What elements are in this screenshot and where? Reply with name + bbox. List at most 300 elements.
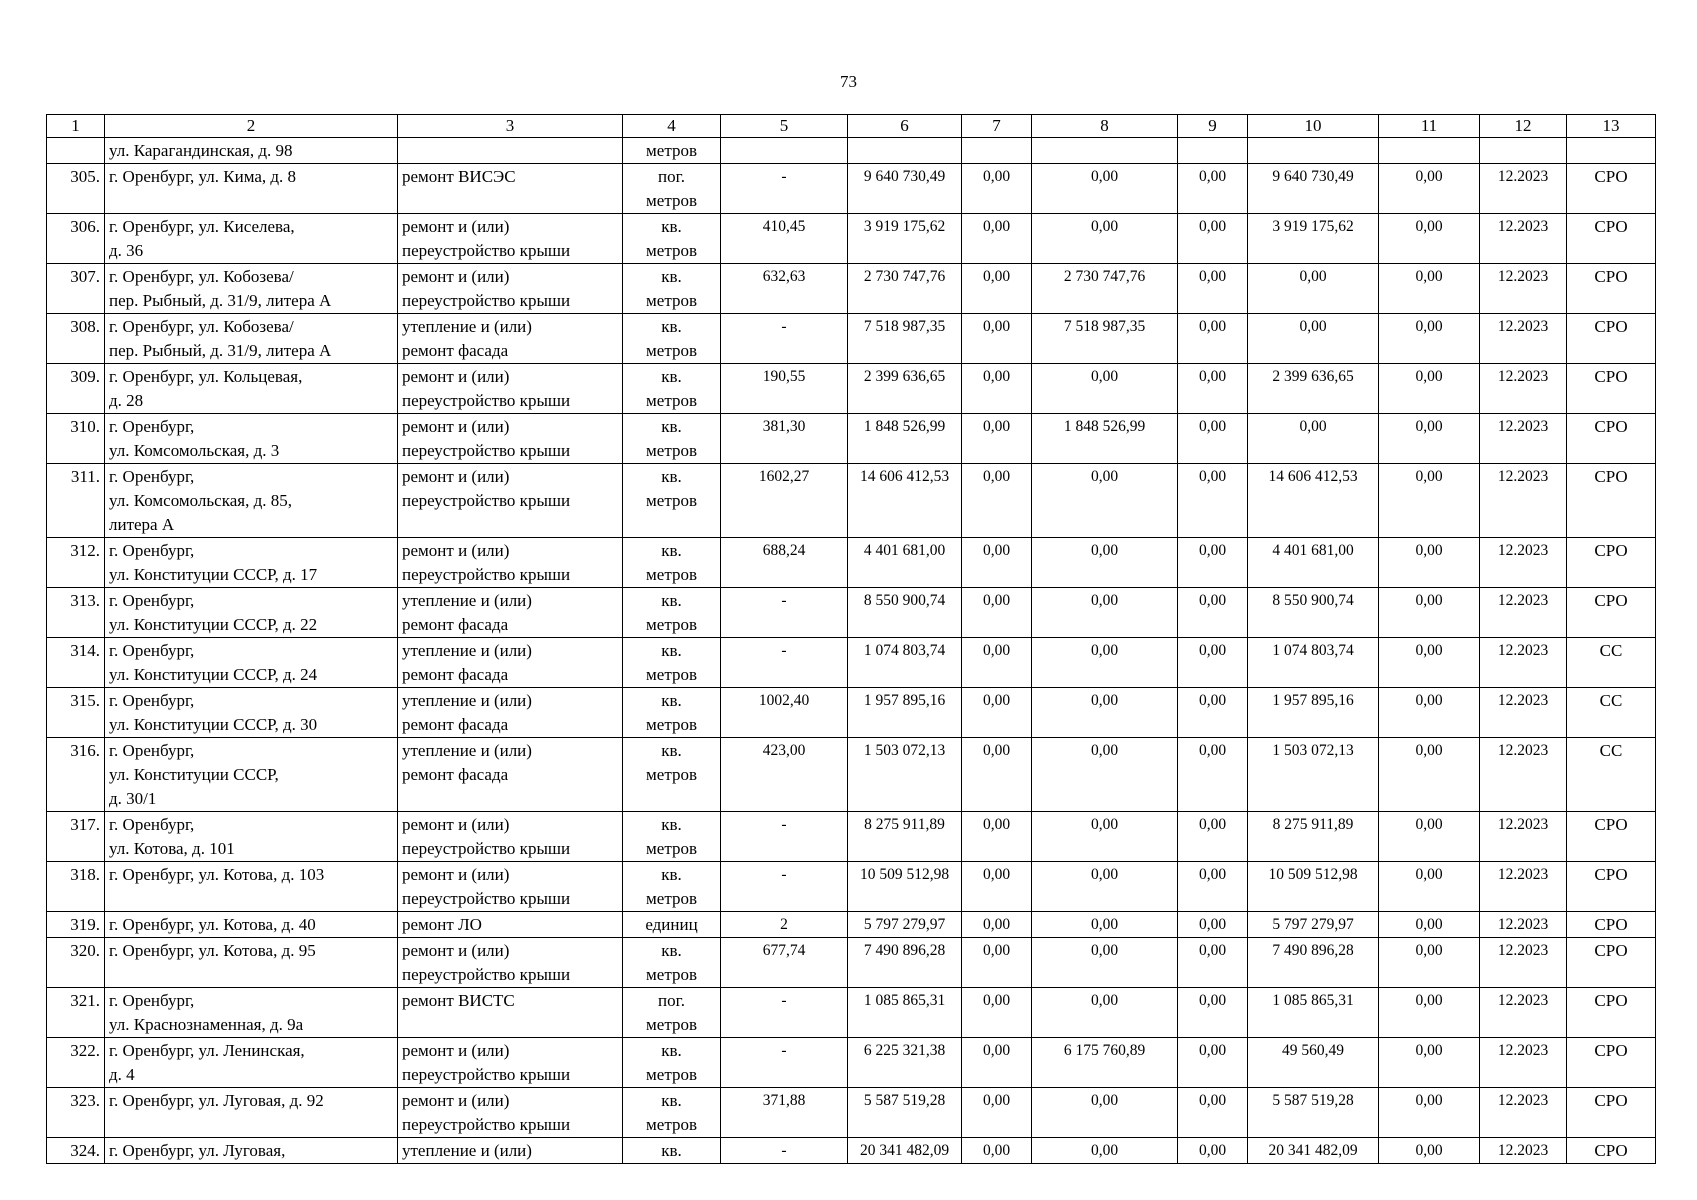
address-cell: г. Оренбург, ул. Конституции СССР, д. 24	[105, 638, 398, 688]
cost-col10-cell: 7 490 896,28	[1248, 938, 1379, 988]
method-cell: СРО	[1567, 1088, 1656, 1138]
table-row	[47, 538, 1656, 588]
address-cell: г. Оренбург, ул. Котова, д. 40	[105, 912, 398, 938]
address-cell: г. Оренбург, ул. Конституции СССР, д. 30	[105, 688, 398, 738]
work-type-cell: ремонт ЛО	[398, 912, 623, 938]
quantity-cell: -	[721, 314, 848, 364]
cost-col9-cell: 0,00	[1178, 214, 1248, 264]
address-cell: г. Оренбург, ул. Кобозева/ пер. Рыбный, д. 31/9, литера А	[105, 314, 398, 364]
cost-col8-cell: 0,00	[1032, 812, 1178, 862]
table-row	[47, 638, 1656, 688]
table-row	[47, 938, 1656, 988]
cost-col7-cell: 0,00	[962, 1038, 1032, 1088]
table-row	[47, 588, 1656, 638]
cost-col9-cell: 0,00	[1178, 538, 1248, 588]
row-number-cell: 320.	[47, 938, 105, 988]
cost-col8-cell: 0,00	[1032, 862, 1178, 912]
cost-col7-cell: 0,00	[962, 364, 1032, 414]
work-type-cell: ремонт и (или) переустройство крыши	[398, 214, 623, 264]
cost-col7-cell: 0,00	[962, 738, 1032, 812]
cost-col10-cell: 5 587 519,28	[1248, 1088, 1379, 1138]
total-cost-cell: 1 503 072,13	[848, 738, 962, 812]
completion-date-cell: 12.2023	[1480, 164, 1567, 214]
cost-col11-cell: 0,00	[1379, 214, 1480, 264]
completion-date-cell: 12.2023	[1480, 264, 1567, 314]
cost-col11-cell: 0,00	[1379, 364, 1480, 414]
cost-col9-cell: 0,00	[1178, 1088, 1248, 1138]
row-number-cell: 305.	[47, 164, 105, 214]
cost-col7-cell: 0,00	[962, 414, 1032, 464]
work-type-cell: утепление и (или) ремонт фасада	[398, 738, 623, 812]
column-header: 3	[398, 115, 623, 138]
work-type-cell: утепление и (или) ремонт фасада	[398, 688, 623, 738]
cost-col8-cell: 0,00	[1032, 912, 1178, 938]
cost-col11-cell: 0,00	[1379, 588, 1480, 638]
row-number-cell: 311.	[47, 464, 105, 538]
cost-col10-cell: 0,00	[1248, 314, 1379, 364]
row-number-cell: 307.	[47, 264, 105, 314]
completion-date-cell: 12.2023	[1480, 912, 1567, 938]
method-cell: СРО	[1567, 988, 1656, 1038]
address-cell: г. Оренбург, ул. Конституции СССР, д. 22	[105, 588, 398, 638]
table-row	[47, 164, 1656, 214]
work-type-cell: утепление и (или) ремонт фасада	[398, 638, 623, 688]
cost-col11-cell: 0,00	[1379, 812, 1480, 862]
table-row	[47, 1038, 1656, 1088]
completion-date-cell: 12.2023	[1480, 588, 1567, 638]
address-cell: г. Оренбург, ул. Комсомольская, д. 85, литера А	[105, 464, 398, 538]
cost-col7-cell: 0,00	[962, 638, 1032, 688]
work-type-cell: утепление и (или)	[398, 1138, 623, 1164]
column-header: 13	[1567, 115, 1656, 138]
cost-col10-cell: 9 640 730,49	[1248, 164, 1379, 214]
work-type-cell: ремонт и (или) переустройство крыши	[398, 414, 623, 464]
completion-date-cell: 12.2023	[1480, 688, 1567, 738]
quantity-cell: -	[721, 164, 848, 214]
cost-col10-cell: 2 399 636,65	[1248, 364, 1379, 414]
completion-date-cell: 12.2023	[1480, 1088, 1567, 1138]
work-type-cell: ремонт ВИСЭС	[398, 164, 623, 214]
cost-col7-cell: 0,00	[962, 538, 1032, 588]
cost-col9-cell: 0,00	[1178, 1038, 1248, 1088]
table-row	[47, 988, 1656, 1038]
work-type-cell	[398, 138, 623, 164]
cost-col8-cell: 0,00	[1032, 464, 1178, 538]
cost-col11-cell: 0,00	[1379, 264, 1480, 314]
work-type-cell: ремонт и (или) переустройство крыши	[398, 538, 623, 588]
row-number-cell: 317.	[47, 812, 105, 862]
method-cell: СРО	[1567, 812, 1656, 862]
method-cell: СРО	[1567, 314, 1656, 364]
unit-cell: кв. метров	[623, 314, 721, 364]
unit-cell: кв. метров	[623, 738, 721, 812]
cost-col7-cell: 0,00	[962, 1138, 1032, 1164]
row-number-cell: 310.	[47, 414, 105, 464]
table-row	[47, 812, 1656, 862]
cost-col10-cell	[1248, 138, 1379, 164]
table-row	[47, 464, 1656, 538]
unit-cell: метров	[623, 138, 721, 164]
cost-col10-cell: 1 074 803,74	[1248, 638, 1379, 688]
total-cost-cell: 20 341 482,09	[848, 1138, 962, 1164]
row-number-cell: 313.	[47, 588, 105, 638]
cost-col11-cell: 0,00	[1379, 538, 1480, 588]
cost-col7-cell: 0,00	[962, 164, 1032, 214]
work-type-cell: ремонт и (или) переустройство крыши	[398, 464, 623, 538]
cost-col9-cell: 0,00	[1178, 364, 1248, 414]
column-header: 1	[47, 115, 105, 138]
cost-col10-cell: 1 957 895,16	[1248, 688, 1379, 738]
cost-col9-cell: 0,00	[1178, 688, 1248, 738]
work-type-cell: ремонт и (или) переустройство крыши	[398, 364, 623, 414]
cost-col7-cell: 0,00	[962, 1088, 1032, 1138]
completion-date-cell: 12.2023	[1480, 364, 1567, 414]
row-number-cell: 308.	[47, 314, 105, 364]
row-number-cell: 324.	[47, 1138, 105, 1164]
cost-col11-cell: 0,00	[1379, 464, 1480, 538]
column-header: 8	[1032, 115, 1178, 138]
cost-col7-cell: 0,00	[962, 588, 1032, 638]
method-cell: СРО	[1567, 164, 1656, 214]
quantity-cell: -	[721, 812, 848, 862]
cost-col10-cell: 0,00	[1248, 414, 1379, 464]
cost-col9-cell: 0,00	[1178, 988, 1248, 1038]
unit-cell: кв. метров	[623, 862, 721, 912]
total-cost-cell: 8 275 911,89	[848, 812, 962, 862]
address-cell: г. Оренбург, ул. Краснознаменная, д. 9а	[105, 988, 398, 1038]
cost-col11-cell: 0,00	[1379, 1088, 1480, 1138]
cost-col9-cell: 0,00	[1178, 588, 1248, 638]
cost-col7-cell: 0,00	[962, 464, 1032, 538]
address-cell: г. Оренбург, ул. Кима, д. 8	[105, 164, 398, 214]
unit-cell: кв. метров	[623, 214, 721, 264]
row-number-cell: 318.	[47, 862, 105, 912]
address-cell: ул. Карагандинская, д. 98	[105, 138, 398, 164]
quantity-cell: 371,88	[721, 1088, 848, 1138]
cost-col9-cell: 0,00	[1178, 314, 1248, 364]
cost-col8-cell: 2 730 747,76	[1032, 264, 1178, 314]
completion-date-cell: 12.2023	[1480, 638, 1567, 688]
address-cell: г. Оренбург, ул. Ленинская, д. 4	[105, 1038, 398, 1088]
work-type-cell: утепление и (или) ремонт фасада	[398, 588, 623, 638]
cost-col8-cell: 7 518 987,35	[1032, 314, 1178, 364]
total-cost-cell: 6 225 321,38	[848, 1038, 962, 1088]
row-number-cell	[47, 138, 105, 164]
address-cell: г. Оренбург, ул. Кольцевая, д. 28	[105, 364, 398, 414]
quantity-cell: -	[721, 1038, 848, 1088]
table-row	[47, 264, 1656, 314]
column-header: 7	[962, 115, 1032, 138]
method-cell: СРО	[1567, 464, 1656, 538]
cost-col9-cell: 0,00	[1178, 862, 1248, 912]
completion-date-cell: 12.2023	[1480, 414, 1567, 464]
unit-cell: кв. метров	[623, 812, 721, 862]
cost-col9-cell: 0,00	[1178, 464, 1248, 538]
completion-date-cell	[1480, 138, 1567, 164]
cost-col8-cell: 0,00	[1032, 588, 1178, 638]
work-type-cell: утепление и (или) ремонт фасада	[398, 314, 623, 364]
row-number-cell: 312.	[47, 538, 105, 588]
cost-col9-cell: 0,00	[1178, 1138, 1248, 1164]
method-cell: СС	[1567, 738, 1656, 812]
quantity-cell: 410,45	[721, 214, 848, 264]
cost-col7-cell: 0,00	[962, 862, 1032, 912]
quantity-cell: -	[721, 988, 848, 1038]
completion-date-cell: 12.2023	[1480, 464, 1567, 538]
cost-col11-cell: 0,00	[1379, 414, 1480, 464]
cost-col10-cell: 49 560,49	[1248, 1038, 1379, 1088]
unit-cell: кв.	[623, 1138, 721, 1164]
quantity-cell: 2	[721, 912, 848, 938]
cost-col9-cell: 0,00	[1178, 912, 1248, 938]
total-cost-cell: 1 957 895,16	[848, 688, 962, 738]
completion-date-cell: 12.2023	[1480, 738, 1567, 812]
unit-cell: кв. метров	[623, 1038, 721, 1088]
column-header: 10	[1248, 115, 1379, 138]
quantity-cell: 632,63	[721, 264, 848, 314]
address-cell: г. Оренбург, ул. Киселева, д. 36	[105, 214, 398, 264]
completion-date-cell: 12.2023	[1480, 988, 1567, 1038]
quantity-cell: -	[721, 638, 848, 688]
cost-col11-cell: 0,00	[1379, 738, 1480, 812]
total-cost-cell: 7 518 987,35	[848, 314, 962, 364]
quantity-cell: 1602,27	[721, 464, 848, 538]
table-row	[47, 912, 1656, 938]
cost-col11-cell: 0,00	[1379, 314, 1480, 364]
work-type-cell: ремонт и (или) переустройство крыши	[398, 862, 623, 912]
row-number-cell: 322.	[47, 1038, 105, 1088]
cost-col8-cell: 0,00	[1032, 688, 1178, 738]
cost-col7-cell: 0,00	[962, 988, 1032, 1038]
method-cell: СС	[1567, 688, 1656, 738]
cost-col11-cell: 0,00	[1379, 638, 1480, 688]
method-cell: СРО	[1567, 1138, 1656, 1164]
work-type-cell: ремонт и (или) переустройство крыши	[398, 1038, 623, 1088]
row-number-cell: 314.	[47, 638, 105, 688]
quantity-cell: 1002,40	[721, 688, 848, 738]
column-header: 9	[1178, 115, 1248, 138]
cost-col7-cell: 0,00	[962, 264, 1032, 314]
method-cell: СРО	[1567, 1038, 1656, 1088]
unit-cell: пог. метров	[623, 988, 721, 1038]
cost-col8-cell: 6 175 760,89	[1032, 1038, 1178, 1088]
unit-cell: кв. метров	[623, 688, 721, 738]
work-type-cell: ремонт и (или) переустройство крыши	[398, 1088, 623, 1138]
cost-col8-cell: 1 848 526,99	[1032, 414, 1178, 464]
total-cost-cell: 2 730 747,76	[848, 264, 962, 314]
table-body	[47, 138, 1656, 1164]
table-row	[47, 738, 1656, 812]
completion-date-cell: 12.2023	[1480, 314, 1567, 364]
address-cell: г. Оренбург, ул. Конституции СССР, д. 17	[105, 538, 398, 588]
row-number-cell: 319.	[47, 912, 105, 938]
method-cell: СС	[1567, 638, 1656, 688]
quantity-cell: 423,00	[721, 738, 848, 812]
table-row	[47, 364, 1656, 414]
unit-cell: кв. метров	[623, 638, 721, 688]
cost-col10-cell: 14 606 412,53	[1248, 464, 1379, 538]
unit-cell: пог. метров	[623, 164, 721, 214]
cost-col11-cell: 0,00	[1379, 688, 1480, 738]
cost-col11-cell	[1379, 138, 1480, 164]
table-row	[47, 138, 1656, 164]
unit-cell: кв. метров	[623, 1088, 721, 1138]
cost-col7-cell: 0,00	[962, 314, 1032, 364]
quantity-cell: -	[721, 588, 848, 638]
completion-date-cell: 12.2023	[1480, 938, 1567, 988]
quantity-cell: -	[721, 862, 848, 912]
cost-col10-cell: 1 085 865,31	[1248, 988, 1379, 1038]
total-cost-cell: 1 074 803,74	[848, 638, 962, 688]
total-cost-cell: 1 085 865,31	[848, 988, 962, 1038]
cost-col9-cell: 0,00	[1178, 264, 1248, 314]
quantity-cell: -	[721, 1138, 848, 1164]
completion-date-cell: 12.2023	[1480, 214, 1567, 264]
column-number-header-row	[47, 115, 1656, 138]
total-cost-cell: 1 848 526,99	[848, 414, 962, 464]
completion-date-cell: 12.2023	[1480, 1038, 1567, 1088]
cost-col8-cell: 0,00	[1032, 988, 1178, 1038]
method-cell: СРО	[1567, 414, 1656, 464]
address-cell: г. Оренбург, ул. Котова, д. 101	[105, 812, 398, 862]
cost-col8-cell: 0,00	[1032, 738, 1178, 812]
cost-col10-cell: 20 341 482,09	[1248, 1138, 1379, 1164]
total-cost-cell: 14 606 412,53	[848, 464, 962, 538]
cost-col11-cell: 0,00	[1379, 164, 1480, 214]
cost-col9-cell: 0,00	[1178, 164, 1248, 214]
cost-col8-cell: 0,00	[1032, 1138, 1178, 1164]
quantity-cell: 677,74	[721, 938, 848, 988]
table-row	[47, 414, 1656, 464]
address-cell: г. Оренбург, ул. Котова, д. 103	[105, 862, 398, 912]
cost-col11-cell: 0,00	[1379, 1038, 1480, 1088]
unit-cell: кв. метров	[623, 464, 721, 538]
method-cell: СРО	[1567, 364, 1656, 414]
unit-cell: кв. метров	[623, 264, 721, 314]
cost-col10-cell: 4 401 681,00	[1248, 538, 1379, 588]
unit-cell: единиц	[623, 912, 721, 938]
column-header: 12	[1480, 115, 1567, 138]
row-number-cell: 323.	[47, 1088, 105, 1138]
total-cost-cell: 7 490 896,28	[848, 938, 962, 988]
cost-col9-cell: 0,00	[1178, 738, 1248, 812]
work-type-cell: ремонт ВИСТС	[398, 988, 623, 1038]
total-cost-cell: 3 919 175,62	[848, 214, 962, 264]
cost-col10-cell: 8 550 900,74	[1248, 588, 1379, 638]
method-cell: СРО	[1567, 862, 1656, 912]
cost-col7-cell: 0,00	[962, 912, 1032, 938]
cost-col11-cell: 0,00	[1379, 938, 1480, 988]
unit-cell: кв. метров	[623, 588, 721, 638]
row-number-cell: 315.	[47, 688, 105, 738]
quantity-cell	[721, 138, 848, 164]
cost-col8-cell: 0,00	[1032, 638, 1178, 688]
column-header: 4	[623, 115, 721, 138]
cost-col9-cell: 0,00	[1178, 812, 1248, 862]
cost-col7-cell: 0,00	[962, 688, 1032, 738]
unit-cell: кв. метров	[623, 364, 721, 414]
cost-col7-cell	[962, 138, 1032, 164]
cost-col9-cell: 0,00	[1178, 638, 1248, 688]
table-row	[47, 862, 1656, 912]
cost-col9-cell: 0,00	[1178, 414, 1248, 464]
table-row	[47, 1088, 1656, 1138]
row-number-cell: 321.	[47, 988, 105, 1038]
total-cost-cell: 8 550 900,74	[848, 588, 962, 638]
total-cost-cell: 5 797 279,97	[848, 912, 962, 938]
method-cell: СРО	[1567, 938, 1656, 988]
total-cost-cell	[848, 138, 962, 164]
unit-cell: кв. метров	[623, 938, 721, 988]
total-cost-cell: 5 587 519,28	[848, 1088, 962, 1138]
row-number-cell: 306.	[47, 214, 105, 264]
address-cell: г. Оренбург, ул. Луговая, д. 92	[105, 1088, 398, 1138]
cost-col11-cell: 0,00	[1379, 862, 1480, 912]
cost-col10-cell: 8 275 911,89	[1248, 812, 1379, 862]
address-cell: г. Оренбург, ул. Кобозева/ пер. Рыбный, д. 31/9, литера А	[105, 264, 398, 314]
cost-col7-cell: 0,00	[962, 812, 1032, 862]
method-cell: СРО	[1567, 912, 1656, 938]
cost-col8-cell: 0,00	[1032, 1088, 1178, 1138]
address-cell: г. Оренбург, ул. Луговая,	[105, 1138, 398, 1164]
cost-col8-cell: 0,00	[1032, 214, 1178, 264]
cost-col10-cell: 0,00	[1248, 264, 1379, 314]
total-cost-cell: 9 640 730,49	[848, 164, 962, 214]
cost-col8-cell: 0,00	[1032, 364, 1178, 414]
cost-col11-cell: 0,00	[1379, 988, 1480, 1038]
cost-col10-cell: 3 919 175,62	[1248, 214, 1379, 264]
cost-col8-cell: 0,00	[1032, 938, 1178, 988]
address-cell: г. Оренбург, ул. Котова, д. 95	[105, 938, 398, 988]
quantity-cell: 688,24	[721, 538, 848, 588]
column-header: 11	[1379, 115, 1480, 138]
table-row	[47, 214, 1656, 264]
quantity-cell: 190,55	[721, 364, 848, 414]
cost-col11-cell: 0,00	[1379, 912, 1480, 938]
cost-col8-cell: 0,00	[1032, 538, 1178, 588]
table-row	[47, 688, 1656, 738]
address-cell: г. Оренбург, ул. Конституции СССР, д. 30/1	[105, 738, 398, 812]
cost-col8-cell: 0,00	[1032, 164, 1178, 214]
completion-date-cell: 12.2023	[1480, 1138, 1567, 1164]
work-type-cell: ремонт и (или) переустройство крыши	[398, 264, 623, 314]
completion-date-cell: 12.2023	[1480, 862, 1567, 912]
row-number-cell: 309.	[47, 364, 105, 414]
total-cost-cell: 2 399 636,65	[848, 364, 962, 414]
cost-col7-cell: 0,00	[962, 938, 1032, 988]
page-number: 73	[840, 72, 857, 91]
method-cell	[1567, 138, 1656, 164]
method-cell: СРО	[1567, 264, 1656, 314]
column-header: 2	[105, 115, 398, 138]
row-number-cell: 316.	[47, 738, 105, 812]
method-cell: СРО	[1567, 214, 1656, 264]
total-cost-cell: 10 509 512,98	[848, 862, 962, 912]
unit-cell: кв. метров	[623, 414, 721, 464]
capital-repair-table	[46, 114, 1656, 1164]
method-cell: СРО	[1567, 588, 1656, 638]
cost-col10-cell: 5 797 279,97	[1248, 912, 1379, 938]
cost-col9-cell: 0,00	[1178, 938, 1248, 988]
work-type-cell: ремонт и (или) переустройство крыши	[398, 938, 623, 988]
total-cost-cell: 4 401 681,00	[848, 538, 962, 588]
quantity-cell: 381,30	[721, 414, 848, 464]
cost-col10-cell: 10 509 512,98	[1248, 862, 1379, 912]
table-row	[47, 1138, 1656, 1164]
cost-col8-cell	[1032, 138, 1178, 164]
column-header: 6	[848, 115, 962, 138]
unit-cell: кв. метров	[623, 538, 721, 588]
